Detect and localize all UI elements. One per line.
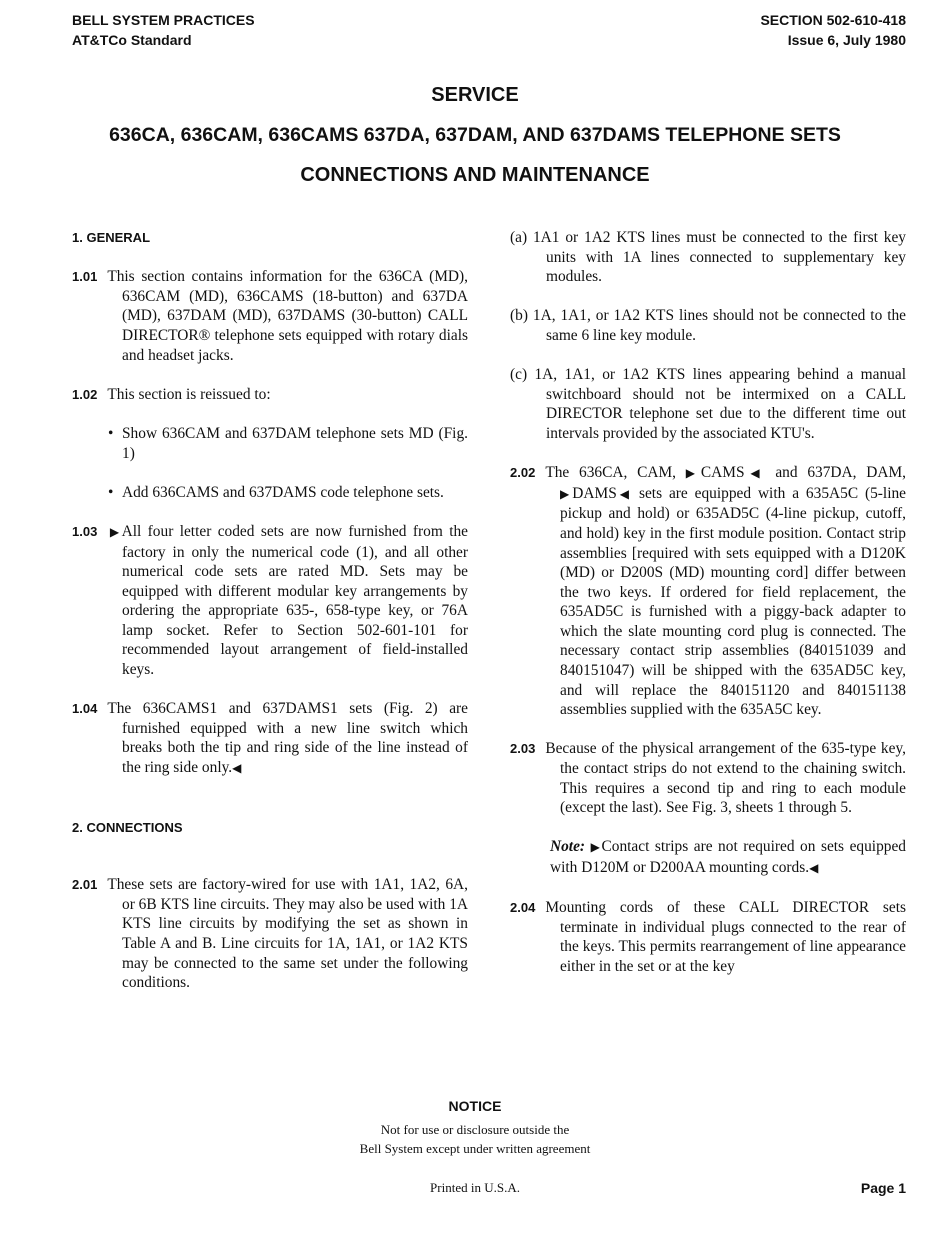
header-issue: Issue 6, July 1980 [787, 32, 906, 48]
paragraph-1-03 [72, 522, 468, 680]
left-column [72, 228, 468, 1012]
paragraph-text: These sets are factory-wired for use with 1A1, 1A2, 6A, or 6B KTS line circuits. They may also be used with 1A KTS line circuits by modifying the set as shown in Table A and B. Line circuits for 1A, 1A1, or 1A2 KTS may be connected to the same set under the following conditions. [107, 876, 468, 992]
header-practices: BELL SYSTEM PRACTICES [72, 12, 255, 28]
bullet-item [72, 483, 468, 503]
paragraph-text: The 636CAMS1 and 637DAMS1 sets (Fig. 2) are furnished equipped with a new line switch which breaks both the tip and ring side of the line instead of the ring side only. [107, 700, 468, 777]
note-text: Contact strips are not required on sets equipped with D120M or D200AA mounting cords. [550, 838, 906, 876]
notice-line-2: Bell System except under written agreement [359, 1141, 591, 1156]
paragraph-number: 1.04 [72, 701, 98, 717]
paragraph-text: All four letter coded sets are now furnished from the factory in only the numerical code (1), and all other numerical code sets are rated MD. Sets may be equipped with different modular key arrangements by ordering the appropriate 635-, 658-type key, or 76A lamp socket. Refer to Section 502-601-101 for recommended layout arrangement of field-installed keys. [121, 522, 468, 679]
paragraph-number: 1.02 [72, 386, 98, 402]
bullet-icon: • [108, 483, 114, 501]
change-mark-close-icon: ◀ [744, 466, 766, 481]
title-sets: 636CA, 636CAM, 636CAMS 637DA, 637DAM, AND 637DAMS TELEPHONE SETS [109, 124, 841, 146]
paragraph-1-01 [72, 267, 468, 365]
paragraph-2-04 [510, 898, 906, 976]
change-mark-open-icon: ▶ [107, 524, 122, 539]
header-section: SECTION 502-610-418 [760, 12, 906, 28]
bullet-text: Show 636CAM and 637DAM telephone sets MD (Fig. 1) [122, 424, 468, 462]
section-2-heading: 2. CONNECTIONS [72, 819, 183, 835]
paragraph-2-03 [510, 739, 906, 817]
header-right [760, 10, 906, 50]
title-connections: CONNECTIONS AND MAINTENANCE [300, 164, 650, 186]
header-standard: AT&TCo Standard [72, 32, 192, 48]
condition-text: 1A1 or 1A2 KTS lines must be connected to the first key units with 1A lines connected to supplementary key modules. [532, 229, 906, 286]
condition-a [510, 228, 906, 287]
section-1-heading: 1. GENERAL [72, 230, 151, 245]
paragraph-text: This section contains information for the 636CA (MD), 636CAM (MD), 636CAMS (18-button) and 637DA (MD), 637DAM (MD), 637DAMS (30-button) CALL DIRECTOR® telephone sets equipped with rotary dials and headset jacks. [107, 268, 468, 364]
paragraph-number: 2.02 [510, 465, 536, 481]
condition-label: (c) [510, 366, 528, 384]
notice-title: NOTICE [448, 1098, 502, 1114]
paragraph-text: Because of the physical arrangement of the 635-type key, the contact strips do not extend to the chaining switch. This requires a second tip and ring to each module (except the last). See Fig. 3, sheets 1 through 5. [545, 740, 906, 817]
paragraph-text-part: and 637DA, DAM, [765, 464, 906, 482]
note-block [510, 837, 906, 878]
change-mark-close-icon: ◀ [809, 861, 819, 875]
printed-in: Printed in U.S.A. [430, 1180, 520, 1195]
bullet-text: Add 636CAMS and 637DAMS code telephone sets. [122, 483, 444, 501]
paragraph-text-part: The 636CA, CAM, [545, 464, 686, 482]
paragraph-number: 1.01 [72, 269, 98, 285]
condition-label: (b) [510, 307, 528, 325]
paragraph-1-04 [72, 699, 468, 778]
change-mark-open-icon: ▶ [685, 466, 701, 481]
paragraph-text-part: sets are equipped with a 635A5C (5-line pickup and hold) or 635AD5C (4-line pickup, cutoff, and hold) key in the first module position. Contact strip assemblies [required with sets equipped with a D120K (MD) or D200S (MD) mounting cord] differ between the two keys. If ordered for field replacement, the 635AD5C is furnished with a piggy-back adapter to which the slate mounting cord plug is connected. The necessary contact strip assemblies (840151039 and 840151047) will be shipped with the 635AD5C key, and will replace the 840151120 and 840151138 assemblies supplied with the 635A5C key. [560, 484, 907, 719]
note-label: Note: [550, 838, 586, 856]
paragraph-text: This section is reissued to: [107, 385, 271, 403]
title-service: SERVICE [431, 84, 519, 106]
condition-text: 1A, 1A1, or 1A2 KTS lines appearing behind a manual switchboard should not be intermixed on a CALL DIRECTOR telephone set due to the different time out intervals provided by the associated KTU's. [534, 366, 906, 442]
header-left [72, 10, 255, 50]
paragraph-number: 2.03 [510, 741, 536, 757]
paragraph-number: 2.04 [510, 900, 536, 916]
change-mark-open-icon: ▶ [560, 486, 573, 501]
paragraph-2-02 [510, 463, 906, 720]
condition-b [510, 306, 906, 345]
page-number: Page 1 [860, 1180, 906, 1196]
paragraph-2-01 [72, 875, 468, 993]
notice-line-1: Not for use or disclosure outside the [380, 1122, 570, 1137]
change-mark-close-icon: ◀ [232, 761, 242, 776]
bullet-item [72, 424, 468, 463]
paragraph-number: 1.03 [72, 523, 98, 539]
paragraph-1-02 [72, 385, 468, 405]
paragraph-text-part: DAMS [572, 484, 617, 502]
paragraph-text: Mounting cords of these CALL DIRECTOR sets terminate in individual plugs connected to the rear of the keys. This permits rearrangement of line appearance either in the set or at the key [545, 899, 906, 975]
change-mark-close-icon: ◀ [616, 486, 633, 501]
right-column [510, 228, 906, 996]
bullet-icon: • [108, 424, 114, 442]
condition-c [510, 365, 906, 443]
condition-text: 1A, 1A1, or 1A2 KTS lines should not be connected to the same 6 line key module. [532, 307, 906, 344]
change-mark-open-icon: ▶ [590, 840, 602, 855]
paragraph-text-part: CAMS [700, 464, 745, 482]
condition-label: (a) [510, 229, 528, 246]
paragraph-number: 2.01 [72, 877, 98, 893]
